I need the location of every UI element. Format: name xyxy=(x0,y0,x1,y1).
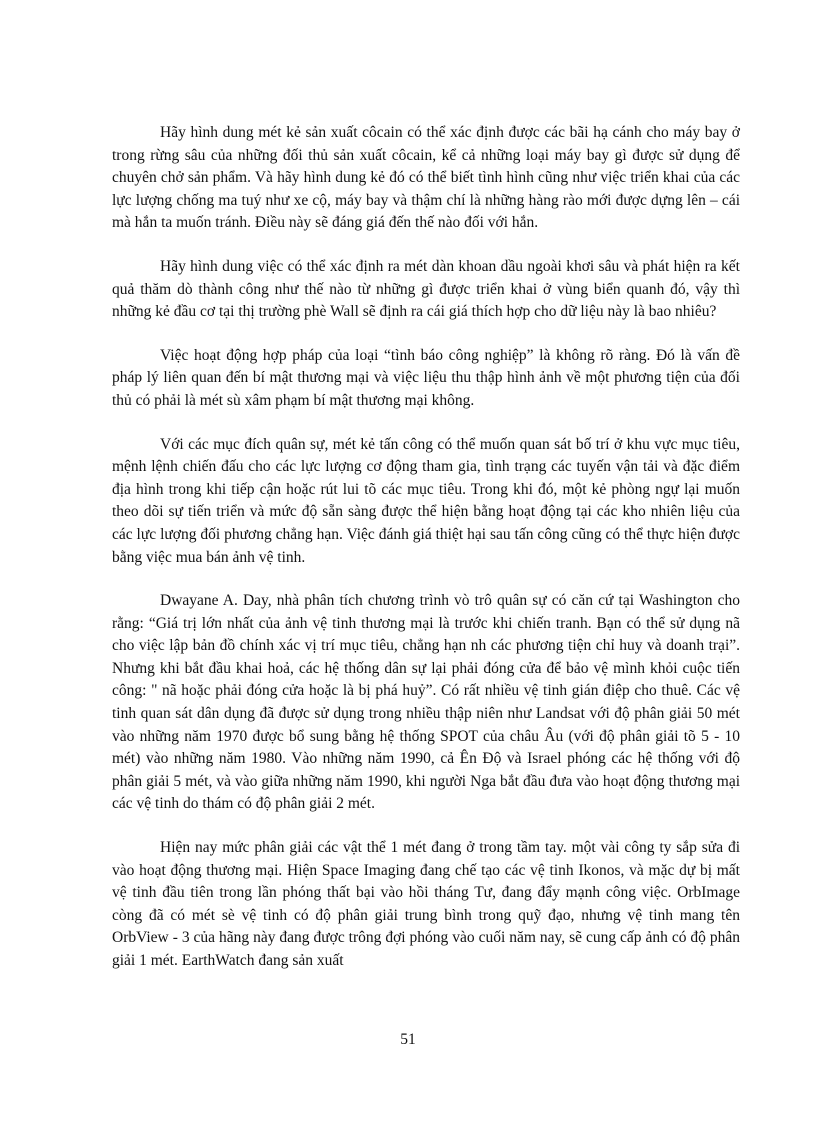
page-number: 51 xyxy=(400,1031,416,1048)
paragraph-6: Hiện nay mức phân giải các vật thể 1 mét đang ở trong tầm tay. một vài công ty sắp sửa đi vào hoạt động thương mại. Hiện Space Imaging đang chế tạo các vệ tinh Ikonos, và mặc dự bị mất vệ tinh đầu tiên trong lần phóng thất bại vào hồi tháng Tư, đang đẩy mạnh công việc. OrbImage còng đã có mét sè vệ tinh có độ phân giải trung bình trong quỹ đạo, nhưng vệ tinh mang tên OrbView - 3 của hãng này đang được trông đợi phóng vào cuối năm nay, sẽ cung cấp ảnh có độ phân giải 1 mét. EarthWatch đang sản xuất xyxy=(112,839,740,969)
paragraph-4: Với các mục đích quân sự, mét kẻ tấn công có thể muốn quan sát bố trí ở khu vực mục tiêu, mệnh lệnh chiến đấu cho các lực lượng cơ động tham gia, tình trạng các tuyến vận tải và đặc điểm địa hình trong khi tiếp cận hoặc rút lui tõ các mục tiêu. Trong khi đó, một kẻ phòng ngự lại muốn theo dõi sự tiến triển và mức độ sẵn sàng được thể hiện bằng hoạt động tại các kho nhiên liệu của các lực lượng đối phương chẳng hạn. Việc đánh giá thiệt hại sau tấn công cũng có thể thực hiện được bằng việc mua bán ảnh vệ tinh. xyxy=(112,435,740,566)
page-body xyxy=(112,122,740,994)
paragraph-2: Hãy hình dung việc có thể xác định ra mét dàn khoan dầu ngoài khơi sâu và phát hiện ra kết quả thăm dò thành công như thế nào từ những gì được triển khai ở vùng biển quanh đó, vậy thì những kẻ đầu cơ tại thị trường phè Wall sẽ định ra cái giá thích hợp cho dữ liệu này là bao nhiêu? xyxy=(112,257,740,321)
paragraph-1: Hãy hình dung mét kẻ sản xuất côcain có thể xác định được các bãi hạ cánh cho máy bay ở trong rừng sâu của những đối thủ sản xuất côcain, kể cả những loại máy bay gì được sử dụng để chuyên chở sản phẩm. Và hãy hình dung kẻ đó có thể biết tình hình cũng như việc triển khai của các lực lượng chống ma tuý như xe cộ, máy bay và thậm chí là những hàng rào mới được dựng lên – cái mà hắn ta muốn tránh. Điều này sẽ đáng giá đến thế nào đối với hắn. xyxy=(112,124,740,232)
paragraph-3: Việc hoạt động hợp pháp của loại “tình báo công nghiệp” là không rõ ràng. Đó là vấn đề pháp lý liên quan đến bí mật thương mại và việc liệu thu thập hình ảnh về một phương tiện của đối thủ có phải là mét sù xâm phạm bí mật thương mại không. xyxy=(112,346,740,409)
paragraph-5: Dwayane A. Day, nhà phân tích chương trình vò trô quân sự có căn cứ tại Washington cho rằng: “Giá trị lớn nhất của ảnh vệ tinh thương mại là trước khi chiến tranh. Bạn có thể sử dụng nã cho việc lập bản đồ chính xác vị trí mục tiêu, chẳng hạn nh các phương tiện chỉ huy và doanh trại”. Nhưng khi bắt đầu khai hoả, các hệ thống dân sự lại phải đóng cửa để bảo vệ mình khỏi cuộc tiến công: " nã hoặc phải đóng cửa hoặc là bị phá huỷ”. Có rất nhiều vệ tinh gián điệp cho thuê. Các vệ tinh quan sát dân dụng đã được sử dụng trong nhiều thập niên như Landsat với độ phân giải 50 mét vào những năm 1970 được bổ sung bằng hệ thống SPOT của châu Âu (với độ phân giải tõ 5 - 10 mét) vào những năm 1980. Vào những năm 1990, cả Ên Độ và Israel phóng các hệ thống với độ phân giải 5 mét, và vào giữa những năm 1990, khi người Nga bắt đầu đưa vào hoạt động thương mại các vệ tinh do thám có độ phân giải 2 mét. xyxy=(112,592,740,813)
